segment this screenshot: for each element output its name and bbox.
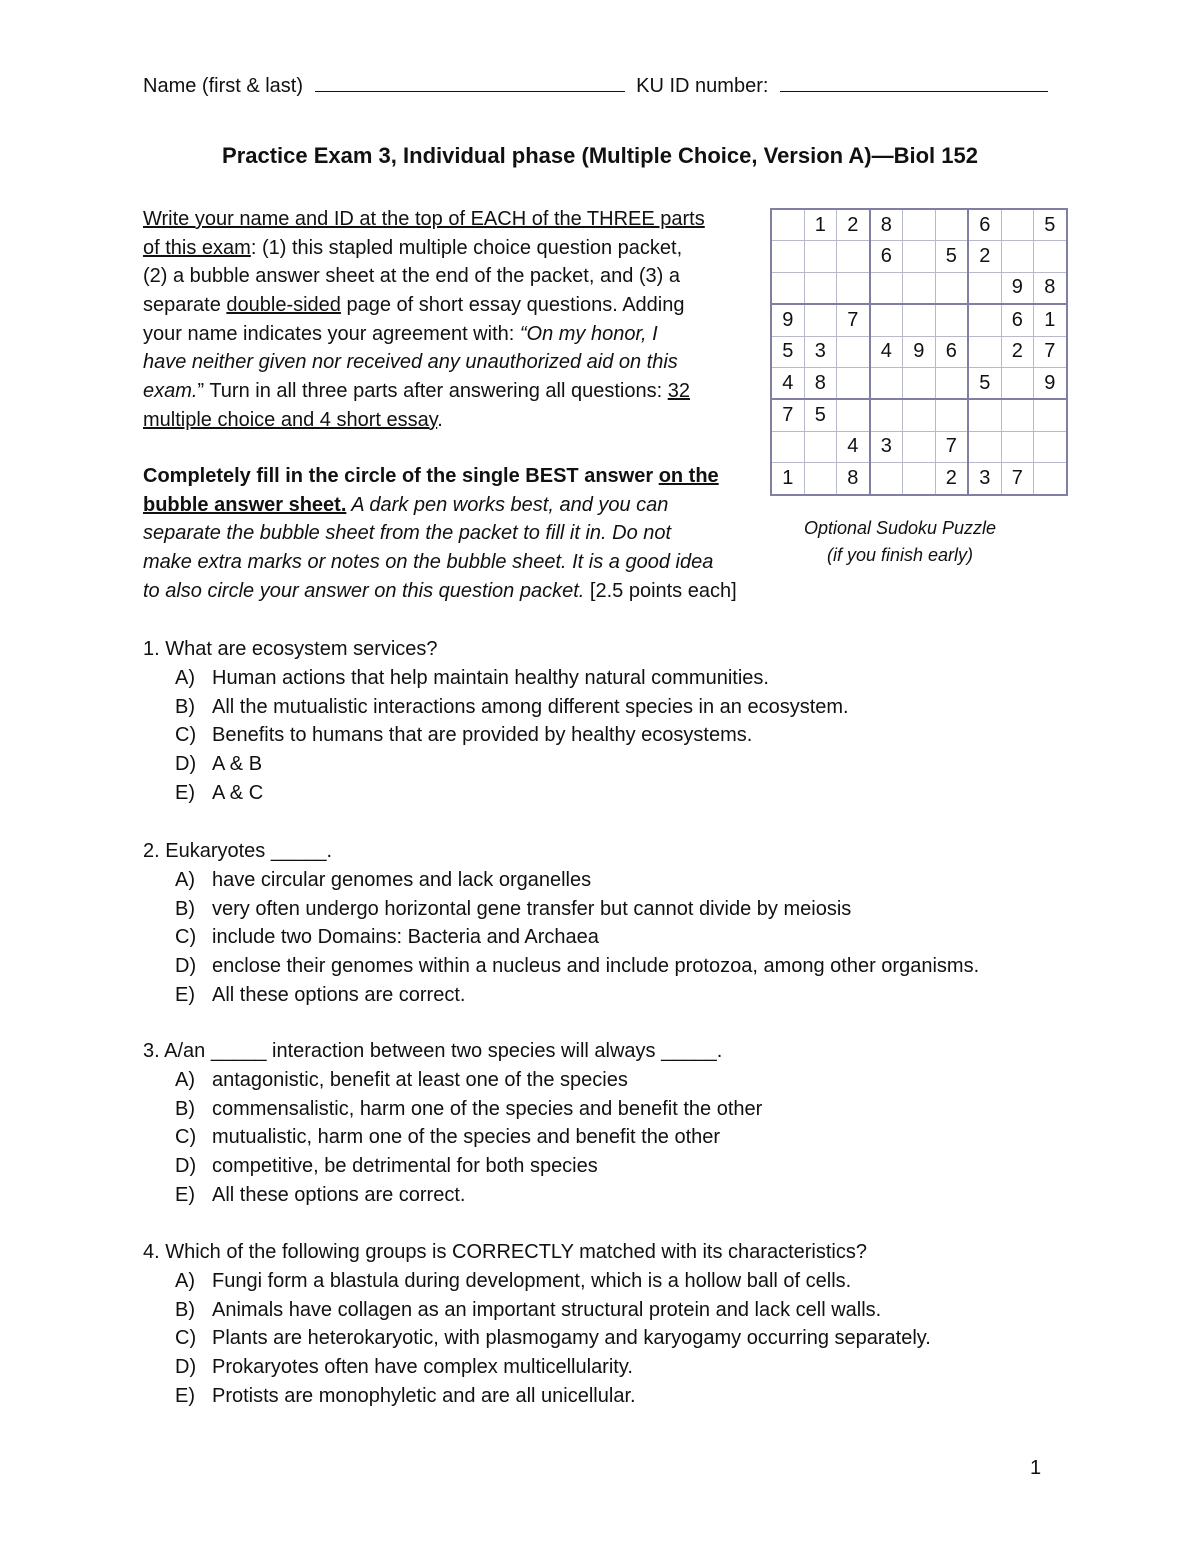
sudoku-cell[interactable]: 6 (968, 209, 1001, 241)
intro-l7b: ” Turn in all three parts after answering all questions: (197, 380, 668, 403)
intro-line-3: (2) a bubble answer sheet at the end of the packet, and (3) a (143, 265, 681, 288)
option-letter: D) (175, 1356, 197, 1379)
sudoku-cell[interactable] (935, 209, 968, 241)
sudoku-row (771, 399, 1067, 431)
option-letter: C) (175, 724, 197, 747)
sudoku-cell[interactable] (903, 272, 936, 304)
instructions-paragraph (143, 462, 737, 605)
sudoku-cell[interactable]: 1 (771, 463, 804, 495)
instr-l2b: A dark pen works best, and you can (346, 493, 669, 516)
sudoku-caption-line-2: (if you finish early) (826, 545, 974, 565)
option-letter: A) (175, 868, 195, 891)
sudoku-cell[interactable] (837, 241, 870, 272)
sudoku-cell[interactable] (968, 336, 1001, 367)
option-d (143, 952, 980, 981)
question-1 (143, 635, 849, 808)
sudoku-cell[interactable]: 7 (1034, 336, 1067, 367)
name-id-line (143, 72, 1063, 100)
sudoku-cell[interactable] (1034, 241, 1067, 272)
option-a (143, 866, 592, 895)
option-text: Human actions that help maintain healthy natural communities. (212, 666, 769, 689)
sudoku-cell[interactable] (1001, 431, 1034, 462)
sudoku-cell[interactable]: 8 (870, 209, 903, 241)
sudoku-row (771, 431, 1067, 462)
instr-line-4: make extra marks or notes on the bubble sheet. It is a good idea (143, 551, 714, 574)
sudoku-cell[interactable] (1034, 431, 1067, 462)
sudoku-row (771, 367, 1067, 399)
sudoku-cell[interactable] (903, 304, 936, 336)
option-letter: A) (175, 1269, 195, 1292)
sudoku-cell[interactable] (903, 209, 936, 241)
question-4 (143, 1238, 931, 1411)
option-text: commensalistic, harm one of the species and benefit the other (212, 1097, 763, 1120)
sudoku-caption-line-1: Optional Sudoku Puzzle (803, 518, 997, 538)
sudoku-cell[interactable] (935, 304, 968, 336)
sudoku-cell[interactable] (771, 431, 804, 462)
option-letter: E) (175, 1184, 195, 1207)
intro-l2b: : (1) this stapled multiple choice question packet, (250, 236, 683, 259)
sudoku-caption (770, 515, 1030, 569)
option-text: All these options are correct. (212, 1184, 466, 1207)
sudoku-cell[interactable]: 4 (870, 336, 903, 367)
option-letter: B) (175, 897, 195, 920)
option-text: Protists are monophyletic and are all unicellular. (212, 1385, 636, 1408)
option-a (143, 1267, 867, 1296)
sudoku-cell[interactable] (935, 399, 968, 431)
option-e (143, 779, 438, 808)
option-text: antagonistic, benefit at least one of the species (212, 1068, 628, 1091)
option-e (143, 981, 466, 1010)
intro-line-8 (143, 406, 705, 435)
intro-line-7 (143, 377, 705, 406)
sudoku-cell[interactable] (968, 431, 1001, 462)
option-text: have circular genomes and lack organelles (212, 868, 592, 891)
instr-l1a: Completely fill in the circle of the single BEST answer (143, 465, 659, 487)
option-b (143, 693, 849, 722)
sudoku-cell[interactable]: 6 (1001, 304, 1034, 336)
instr-line-3: separate the bubble sheet from the packet to fill it in. Do not (143, 522, 672, 545)
sudoku-cell[interactable]: 9 (771, 304, 804, 336)
sudoku-row (771, 241, 1067, 272)
sudoku-cell[interactable] (935, 272, 968, 304)
instr-l1b: on the (658, 465, 719, 487)
sudoku-cell[interactable] (837, 336, 870, 367)
option-letter: A) (175, 1068, 195, 1091)
option-letter: C) (175, 1327, 197, 1350)
intro-line-1: Write your name and ID at the top of EACH of the THREE parts (143, 208, 705, 230)
sudoku-cell[interactable]: 8 (837, 463, 870, 495)
sudoku-cell[interactable]: 7 (1001, 463, 1034, 495)
sudoku-cell[interactable] (968, 272, 1001, 304)
intro-l4a: separate (143, 294, 227, 317)
option-a (143, 664, 769, 693)
option-text: All the mutualistic interactions among different species in an ecosystem. (212, 695, 849, 718)
intro-line-6: have neither given nor received any unauthorized aid on this (143, 351, 678, 374)
option-text: Benefits to humans that are provided by healthy ecosystems. (212, 724, 753, 747)
sudoku-cell[interactable]: 1 (804, 209, 837, 241)
intro-l5a: your name indicates your agreement with: (143, 322, 520, 345)
sudoku-cell[interactable]: 1 (1034, 304, 1067, 336)
option-text: Plants are heterokaryotic, with plasmogamy and karyogamy occurring separately. (212, 1327, 931, 1350)
intro-l4c: page of short essay questions. Adding (340, 294, 685, 317)
sudoku-cell[interactable]: 2 (1001, 336, 1034, 367)
option-text: enclose their genomes within a nucleus and include protozoa, among other organisms. (212, 955, 980, 978)
sudoku-cell[interactable]: 9 (1001, 272, 1034, 304)
sudoku-cell[interactable]: 5 (804, 399, 837, 431)
sudoku-row (771, 272, 1067, 304)
intro-l5b: “On my honor, I (519, 322, 658, 345)
sudoku-cell[interactable]: 5 (968, 367, 1001, 399)
sudoku-cell[interactable]: 3 (804, 336, 837, 367)
sudoku-cell[interactable]: 7 (935, 431, 968, 462)
intro-l7a: exam. (143, 380, 198, 403)
option-letter: B) (175, 1097, 195, 1120)
sudoku-cell[interactable] (1034, 399, 1067, 431)
sudoku-row (771, 209, 1067, 241)
question-2 (143, 837, 980, 1010)
option-letter: A) (175, 666, 195, 689)
sudoku-cell[interactable] (837, 272, 870, 304)
option-d (143, 750, 438, 779)
sudoku-cell[interactable] (771, 209, 804, 241)
option-letter: E) (175, 984, 195, 1007)
instr-line-5 (143, 577, 737, 606)
sudoku-grid (770, 208, 1068, 496)
sudoku-cell[interactable]: 8 (1034, 272, 1067, 304)
option-text: A & C (212, 782, 264, 805)
sudoku-cell[interactable]: 2 (968, 241, 1001, 272)
option-text: Prokaryotes often have complex multicellularity. (212, 1356, 633, 1379)
option-e (143, 1181, 722, 1210)
sudoku-cell[interactable] (804, 431, 837, 462)
intro-l4b: double-sided (226, 294, 341, 317)
option-letter: B) (175, 1298, 195, 1321)
sudoku-cell[interactable] (870, 463, 903, 495)
option-c (143, 1324, 931, 1353)
sudoku-cell[interactable] (771, 272, 804, 304)
id-blank[interactable] (780, 73, 1048, 92)
option-b (143, 1296, 882, 1325)
sudoku-cell[interactable] (837, 399, 870, 431)
sudoku-cell[interactable]: 3 (870, 431, 903, 462)
option-a (143, 1066, 722, 1095)
sudoku-cell[interactable]: 9 (903, 336, 936, 367)
intro-l8b: . (437, 408, 443, 431)
sudoku-cell[interactable] (870, 304, 903, 336)
option-text: A & B (212, 753, 263, 776)
sudoku-cell[interactable]: 2 (935, 463, 968, 495)
option-text: include two Domains: Bacteria and Archaea (212, 926, 599, 949)
option-text: All these options are correct. (212, 984, 466, 1007)
question-stem: 4. Which of the following groups is CORRECTLY matched with its characteristics? (143, 1241, 867, 1263)
page-title: Practice Exam 3, Individual phase (Multiple Choice, Version A)—Biol 152 (222, 143, 978, 168)
sudoku-cell[interactable] (1001, 209, 1034, 241)
sudoku-cell[interactable]: 4 (837, 431, 870, 462)
intro-line-5 (143, 320, 705, 349)
sudoku-cell[interactable]: 6 (870, 241, 903, 272)
intro-paragraph (143, 205, 705, 435)
option-letter: C) (175, 926, 197, 949)
sudoku-cell[interactable] (870, 272, 903, 304)
sudoku-cell[interactable]: 5 (935, 241, 968, 272)
sudoku-cell[interactable] (935, 367, 968, 399)
instr-l5a: to also circle your answer on this question packet. (143, 579, 585, 602)
intro-l2a: of this exam (143, 236, 251, 259)
sudoku-cell[interactable] (804, 241, 837, 272)
sudoku-row (771, 336, 1067, 367)
sudoku-cell[interactable]: 5 (771, 336, 804, 367)
option-c (143, 721, 753, 750)
sudoku-cell[interactable] (968, 304, 1001, 336)
option-b (143, 1095, 763, 1124)
option-text: competitive, be detrimental for both species (212, 1155, 598, 1178)
question-3 (143, 1037, 763, 1210)
sudoku-cell[interactable]: 2 (837, 209, 870, 241)
sudoku-cell[interactable]: 4 (771, 367, 804, 399)
sudoku-cell[interactable] (837, 367, 870, 399)
sudoku-cell[interactable] (1001, 367, 1034, 399)
question-stem: 1. What are ecosystem services? (143, 638, 438, 660)
intro-line-2 (143, 234, 705, 263)
question-stem: 3. A/an _____ interaction between two species will always _____. (143, 1040, 723, 1062)
instr-line-1 (143, 462, 737, 491)
option-letter: D) (175, 753, 197, 776)
sudoku-cell[interactable] (870, 367, 903, 399)
sudoku-cell[interactable] (903, 463, 936, 495)
page-number: 1 (1030, 1457, 1042, 1479)
option-letter: C) (175, 1126, 197, 1149)
option-letter: E) (175, 782, 195, 805)
sudoku-cell[interactable] (903, 399, 936, 431)
sudoku-cell[interactable] (804, 463, 837, 495)
id-label: KU ID number: (636, 75, 769, 97)
sudoku-cell[interactable] (804, 304, 837, 336)
sudoku-cell[interactable] (903, 241, 936, 272)
sudoku-cell[interactable]: 7 (837, 304, 870, 336)
sudoku-cell[interactable] (771, 241, 804, 272)
sudoku-cell[interactable] (870, 399, 903, 431)
instr-line-2 (143, 491, 737, 520)
option-text: very often undergo horizontal gene transfer but cannot divide by meiosis (212, 897, 852, 920)
sudoku-cell[interactable] (1034, 463, 1067, 495)
sudoku-cell[interactable] (903, 367, 936, 399)
option-letter: D) (175, 1155, 197, 1178)
sudoku-row (771, 463, 1067, 495)
sudoku-cell[interactable] (804, 272, 837, 304)
option-text: mutualistic, harm one of the species and benefit the other (212, 1126, 721, 1149)
option-c (143, 1123, 722, 1152)
option-b (143, 895, 852, 924)
sudoku-cell[interactable]: 9 (1034, 367, 1067, 399)
option-d (143, 1353, 867, 1382)
sudoku-cell[interactable] (1001, 241, 1034, 272)
option-text: Animals have collagen as an important structural protein and lack cell walls. (212, 1298, 882, 1321)
intro-l7c: 32 (667, 380, 690, 403)
option-letter: E) (175, 1385, 195, 1408)
sudoku-cell[interactable] (903, 431, 936, 462)
sudoku-cell[interactable]: 6 (935, 336, 968, 367)
intro-line-4 (143, 291, 705, 320)
option-c (143, 923, 599, 952)
intro-l8a: multiple choice and 4 short essay (143, 408, 438, 431)
option-letter: D) (175, 955, 197, 978)
sudoku-cell[interactable]: 7 (771, 399, 804, 431)
option-letter: B) (175, 695, 195, 718)
sudoku-cell[interactable] (1001, 399, 1034, 431)
sudoku-cell[interactable]: 8 (804, 367, 837, 399)
instr-l2a: bubble answer sheet. (143, 493, 347, 516)
instr-l5b: [2.5 points each] (584, 579, 737, 602)
name-blank[interactable] (315, 73, 625, 92)
sudoku-row (771, 304, 1067, 336)
option-e (143, 1382, 867, 1411)
option-d (143, 1152, 722, 1181)
name-label: Name (first & last) (143, 75, 304, 97)
question-stem: 2. Eukaryotes _____. (143, 840, 333, 862)
sudoku-cell[interactable]: 3 (968, 463, 1001, 495)
sudoku-cell[interactable]: 5 (1034, 209, 1067, 241)
sudoku-cell[interactable] (968, 399, 1001, 431)
option-text: Fungi form a blastula during development, which is a hollow ball of cells. (212, 1269, 852, 1292)
